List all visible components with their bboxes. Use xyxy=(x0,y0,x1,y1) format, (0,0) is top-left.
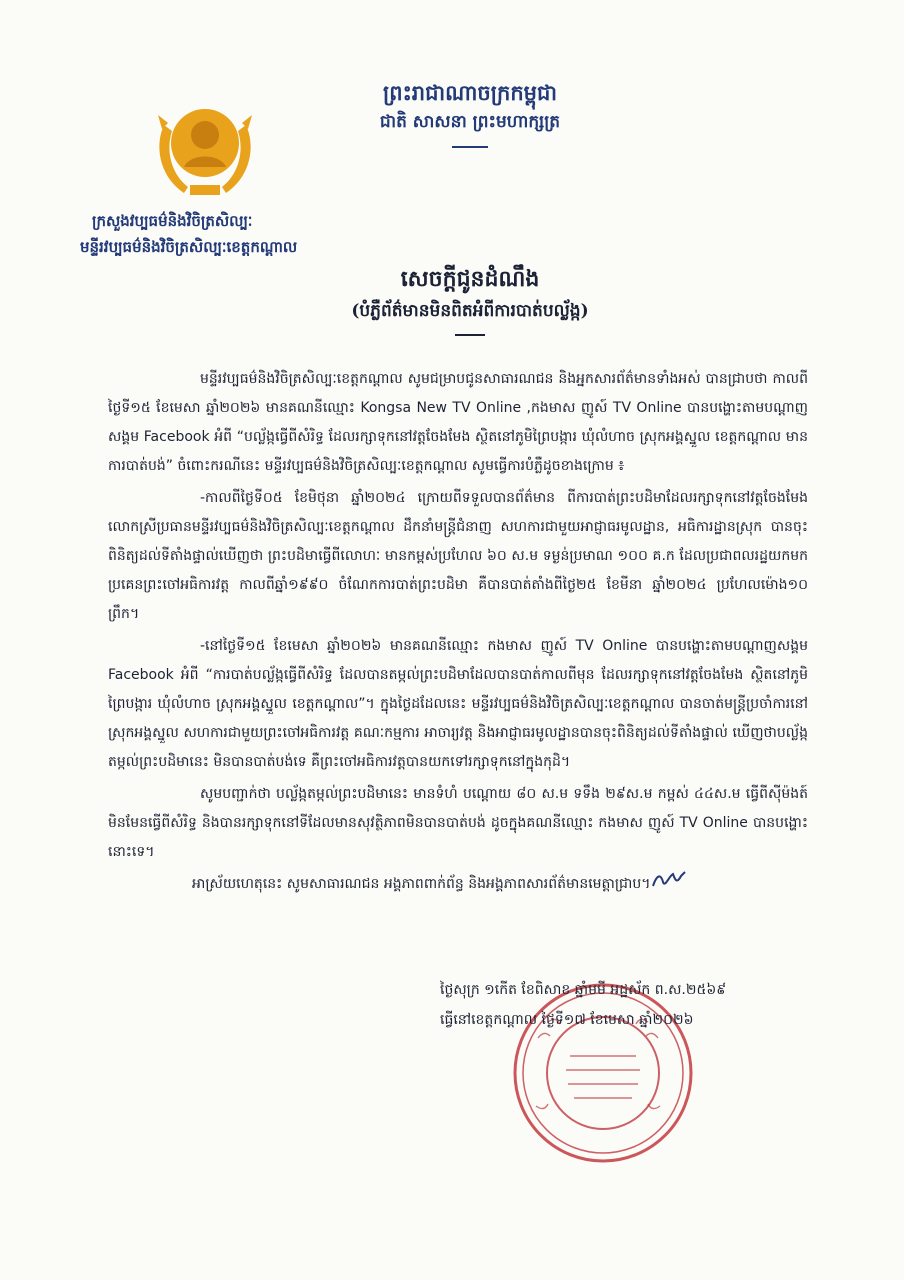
document-title: សេចក្ដីជូនដំណឹង xyxy=(400,266,540,292)
initials-signature-icon xyxy=(651,870,687,892)
divider xyxy=(455,334,485,336)
divider xyxy=(452,146,488,148)
issuing-authority xyxy=(80,208,440,260)
paragraph-finding-2026: -នៅថ្ងៃទី១៥ ខែមេសា ឆ្នាំ២០២៦ មានគណនីឈ្មោះ កងមាស ញូស៍ TV Online បានបង្ហោះតាមបណ្ដាញសង្គម Facebook អំពី “ការបាត់បល្ល័ង្កធ្វើពីសំរិទ្ធ ដែលបានតម្កល់ព្រះបដិមាដែលបានបាត់កាលពីមុន ដែលរក្សាទុកនៅវត្តចែងមែង ស្ថិតនៅភូមិព្រៃបង្ការ ឃុំលំហាច ស្រុកអង្គស្នួល ខេត្តកណ្ដាល”។ ក្នុងថ្ងៃដដែលនេះ មន្ទីរវប្បធម៌និងវិចិត្រសិល្បៈខេត្តកណ្ដាល បានចាត់មន្ត្រីប្រចាំការនៅស្រុកអង្គស្នួល សហការជាមួយព្រះចៅអធិការវត្ត គណៈកម្មការ អាចារ្យវត្ត និងអាជ្ញាធរមូលដ្ឋានបានចុះពិនិត្យដល់ទីតាំងផ្ទាល់ ឃើញថាបល្ល័ង្កតម្កល់ព្រះបដិមានេះ មិនបានបាត់បង់ទេ គឺព្រះចៅអធិការវត្តបានយកទៅរក្សាទុកនៅក្នុងកុដិ។ xyxy=(108,638,808,770)
paragraph-closing xyxy=(108,870,808,899)
date-line xyxy=(440,975,830,1035)
document-title-block xyxy=(260,262,680,336)
national-motto: ជាតិ សាសនា ព្រះមហាក្សត្រ xyxy=(379,112,561,132)
ministry-logo-emblem xyxy=(150,85,260,205)
kingdom-name: ព្រះរាជាណាចក្រកម្ពុជា xyxy=(382,80,557,105)
closing-text: អាស្រ័យហេតុនេះ សូមសាធារណជន អង្គភាពពាក់ព័ន្ធ និងអង្គភាពសារព័ត៌មានមេត្តាជ្រាប។ xyxy=(192,876,651,892)
kingdom-motto xyxy=(340,78,600,148)
ministry-name: ក្រសួងវប្បធម៌និងវិចិត្រសិល្បៈ xyxy=(92,212,253,230)
department-name: មន្ទីរវប្បធម៌និងវិចិត្រសិល្បៈខេត្តកណ្ដាល xyxy=(80,238,298,256)
paragraph-intro: មន្ទីរវប្បធម៌និងវិចិត្រសិល្បៈខេត្តកណ្ដាល សូមជម្រាបជូនសាធារណជន និងអ្នកសារព័ត៌មានទាំងអស់ បានជ្រាបថា កាលពីថ្ងៃទី១៥ ខែមេសា ឆ្នាំ២០២៦ មានគណនីឈ្មោះ Kongsa New TV Online ,កងមាស ញូស៍ TV Online បានបង្ហោះតាមបណ្ដាញសង្គម Facebook អំពី “បល្ល័ង្កធ្វើពីសំរិទ្ធ ដែលរក្សាទុកនៅវត្តចែងមែង ស្ថិតនៅភូមិព្រៃបង្ការ ឃុំលំហាច ស្រុកអង្គស្នួល ខេត្តកណ្ដាល មានការបាត់បង់” ចំពោះករណីនេះ មន្ទីរវប្បធម៌និងវិចិត្រសិល្បៈខេត្តកណ្ដាល សូមធ្វើការបំភ្លឺដូចខាងក្រោម ៖ xyxy=(108,371,808,474)
paragraph-clarification: សូមបញ្ជាក់ថា បល្ល័ង្កតម្កល់ព្រះបដិមានេះ មានទំហំ បណ្ដោយ ៨០ ស.ម ទទឹង ២៩ស.ម កម្ពស់ ៤៤ស.ម ធ្វើពីស៊ីម៉ងត៍ មិនមែនធ្វើពីសំរិទ្ធ និងបានរក្សាទុកនៅទីដែលមានសុវត្ថិភាពមិនបានបាត់បង់ ដូចក្នុងគណនីឈ្មោះ កងមាស ញូស៍ TV Online បានបង្ហោះនោះទេ។ xyxy=(108,786,808,860)
lunar-date: ថ្ងៃសុក្រ ១កើត ខែពិសាខ ឆ្នាំមមី អដ្ឋស័ក ព.ស.២៥៦៩ xyxy=(440,982,727,998)
issue-place-date: ធ្វើនៅខេត្តកណ្ដាល ថ្ងៃទី១៧ ខែមេសា ឆ្នាំ២០២៦ xyxy=(440,1012,694,1028)
document-subtitle: (បំភ្លឺព័ត៌មានមិនពិតអំពីការបាត់បល្ល័ង្ក) xyxy=(351,301,589,321)
document-body xyxy=(108,365,808,902)
paragraph-finding-2024: -កាលពីថ្ងៃទី០៥ ខែមិថុនា ឆ្នាំ២០២៤ ក្រោយពីទទួលបានព័ត៌មាន ពីការបាត់ព្រះបដិមាដែលរក្សាទុកនៅវត្តចែងមែង លោកស្រីប្រធានមន្ទីរវប្បធម៌និងវិចិត្រសិល្បៈខេត្តកណ្ដាល ដឹកនាំមន្ត្រីជំនាញ សហការជាមួយអាជ្ញាធរមូលដ្ឋាន, អធិការដ្ឋានស្រុក បានចុះពិនិត្យដល់ទីតាំងផ្ទាល់ឃើញថា ព្រះបដិមាធ្វើពីលោហៈ មានកម្ពស់ប្រហែល ៦០ ស.ម ទម្ងន់ប្រមាណ ១០០ គ.ក ដែលប្រជាពលរដ្ឋយកមកប្រគេនព្រះចៅអធិការវត្ត កាលពីឆ្នាំ១៩៩០ ចំណែកការបាត់ព្រះបដិមា គឺបានបាត់តាំងពីថ្ងៃ២៥ ខែមីនា ឆ្នាំ២០២៤ ប្រហែលម៉ោង១០ ព្រឹក។ xyxy=(108,490,808,622)
